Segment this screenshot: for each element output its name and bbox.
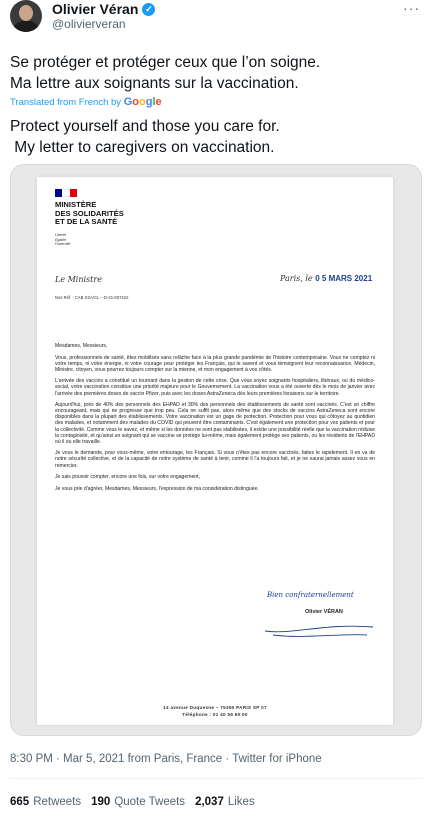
avatar[interactable]	[10, 0, 42, 32]
letter-sender: Le Ministre	[55, 275, 102, 284]
republic-motto: Liberté Égalité Fraternité	[55, 233, 71, 246]
tweet-text-line: Se protéger et protéger ceux que l’on soigne.	[10, 54, 321, 71]
tweet-timestamp[interactable]: 8:30 PM · Mar 5, 2021 from Paris, France · Twitter for iPhone	[10, 753, 322, 765]
letter-address: 14 avenue Duquesne – 75350 PARIS SP 07 Téléphone : 01 40 56 60 00	[163, 705, 267, 717]
engagement-stats	[10, 796, 255, 808]
letter-body	[55, 343, 375, 497]
letter-paragraph: Je vous prie d'agréer, Mesdames, Messieurs, l'expression de ma considération distinguée.	[55, 485, 259, 492]
letter-paragraph: Aujourd'hui, près de 40% des personnels des EHPAD et 30% des personnels des établissements de santé sont vaccinés. C'est un chiffre encourageant, mais qui ne progresse que trop peu. Cela ne suffit pas, alors même que des stocks de vaccins AstraZeneca sont encore disponibles dans la plupart des établissements. Votre vaccination est un gage de protection. Protection pour vous qui côtoyez au quotidien des malades, et notamment des malades du COVID qui peuvent être contaminants. C'est également une protection pour vos patients et pour la collectivité. Comme vous le savez, et même si les données ne sont pas stabilisées, il existe une possibilité réelle que la vaccination réduise la contagiosité, et qu'ainsi un soignant qui se vaccine se protège lui-même, mais également protège ses patients, ou les résidents de l'EHPAD où il ou elle travaille.	[55, 402, 375, 445]
more-options-icon[interactable]: ···	[403, 0, 420, 16]
tweet-text-original	[10, 52, 320, 94]
divider	[10, 778, 422, 779]
tweet-text-line: Ma lettre aux soignants sur la vaccination.	[10, 75, 299, 92]
verified-badge-icon: ✓	[142, 3, 155, 16]
watermark: ((t8009(	[63, 35, 127, 62]
author-handle[interactable]: @olivierveran	[52, 17, 126, 31]
tweet-text-line: Protect yourself and those you care for.	[10, 118, 280, 135]
marianne-logo	[55, 189, 77, 197]
letter-salutation: Mesdames, Messieurs,	[55, 343, 108, 349]
author-row	[52, 1, 155, 17]
letter-reference: Nos Réf. : CAB SSA/CL – D-21-007422	[55, 295, 129, 300]
retweets-stat[interactable]: 665 Retweets	[10, 796, 82, 808]
tweet-media-image[interactable]	[10, 164, 422, 736]
handwritten-signature: Bien confraternellement	[267, 591, 354, 599]
letter-paragraph: L'arrivée des vaccins a constitué un tournant dans la gestion de cette crise. Que vous soyez soignants hospitaliers, libéraux, ou du médico-social, votre vaccination constitue une priorité majeure pour le Gouvernement. La vaccination vous a été ouverte dès le mois de janvier avec l'arrivée des premières doses de vaccin Pfizer, puis avec les doses AstraZeneca dès leurs premières livraisons sur le territoire.	[55, 378, 375, 397]
letter-paragraph: Je vous le demande, pour vous-même, votre entourage, les Français. Si vous n'êtes pas encore vaccinés, faites le rapidement. Il en va de notre sécurité collective, et de la capacité de notre système de santé à tenir, comme il l'a toujours fait, et je ne saurai jamais assez vous en remercier.	[55, 450, 375, 469]
google-logo: Google	[123, 96, 162, 108]
letter-paragraph: Vous, professionnels de santé, êtes mobilisés sans relâche face à la plus grande pandémie de l'histoire contemporaine. Vous ne comptez ni votre temps, ni votre énergie, ni votre courage pour protéger les Français, qui le savent et vous témoignent leur reconnaissance. Médecin, Ministre, citoyen, vous pourrez toujours compter sur la mienne, et mon engagement à vos côtés.	[55, 354, 375, 373]
tweet-text-translated	[10, 116, 280, 158]
signature-stroke	[263, 621, 375, 641]
author-name[interactable]: Olivier Véran	[52, 1, 139, 17]
translation-note-text: Translated from French by	[10, 97, 122, 108]
quote-tweets-stat[interactable]: 190 Quote Tweets	[91, 796, 186, 808]
translation-note[interactable]	[10, 96, 162, 108]
letter-date: Paris, le 0 5 MARS 2021	[280, 274, 373, 283]
signer-name: Olivier VÉRAN	[305, 609, 343, 615]
ministry-name: MINISTÈRE DES SOLIDARITÉS ET DE LA SANTÉ	[55, 200, 124, 226]
letter-page	[37, 177, 393, 725]
avatar-face	[19, 5, 33, 21]
avatar-suit	[12, 21, 40, 32]
tweet-text-line: My letter to caregivers on vaccination.	[10, 139, 275, 156]
letter-paragraph: Je sais pouvoir compter, encore une fois, sur votre engagement,	[55, 474, 200, 481]
likes-stat[interactable]: 2,037 Likes	[195, 796, 255, 808]
